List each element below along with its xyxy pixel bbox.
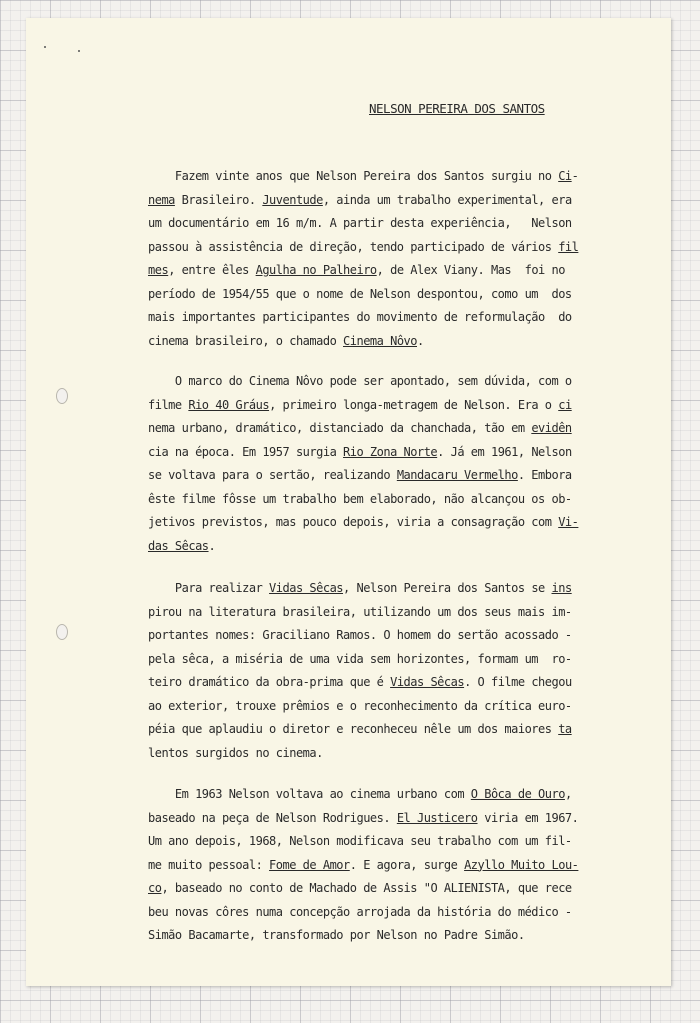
underlined-title: mes [148, 263, 169, 277]
text-segment: . O filme chegou [464, 675, 572, 689]
text-line [148, 624, 648, 648]
text-segment: Para realizar [148, 581, 270, 595]
underlined-title: Vidas Sêcas [269, 581, 344, 595]
text-line [148, 165, 648, 189]
punch-hole-bottom [56, 624, 68, 640]
text-segment: teiro dramático da obra-prima que é [148, 675, 391, 689]
underlined-title: Cinema Nôvo [343, 333, 417, 348]
underlined-title: O Bôca de Ouro [470, 787, 565, 801]
text-line [148, 464, 648, 488]
text-line [148, 306, 648, 330]
text-line [148, 807, 648, 831]
underlined-title: Rio Zona Norte [343, 444, 438, 459]
text-segment: se voltava para o sertão, realizando [148, 468, 397, 482]
underlined-title: Vi- [558, 515, 579, 529]
text-segment: filme [148, 397, 189, 412]
text-segment: , primeiro longa-metragem de Nelson. Era o [269, 397, 559, 412]
text-line [148, 783, 648, 807]
text-segment: ao exterior, trouxe prêmios e o reconhecimento da crítica euro- [148, 698, 572, 713]
underlined-title: El Justicero [396, 810, 478, 825]
underlined-title: ins [551, 581, 572, 595]
underlined-title: nema [148, 192, 175, 207]
text-segment: viria em 1967. [477, 810, 579, 825]
underlined-title: ci [558, 397, 572, 412]
text-line [148, 671, 648, 695]
text-segment: , [564, 787, 572, 801]
text-segment: Brasileiro. [174, 192, 263, 207]
text-line [148, 441, 648, 465]
paragraph-3 [148, 577, 648, 765]
text-segment: , Nelson Pereira dos Santos se [343, 581, 552, 595]
text-line [148, 189, 648, 213]
text-line [148, 535, 648, 559]
text-line [148, 901, 648, 925]
underlined-title: ta [558, 722, 572, 736]
text-segment: lentos surgidos no cinema. [148, 745, 323, 760]
text-line [148, 330, 648, 354]
text-segment: me muito pessoal: [148, 857, 270, 872]
text-segment: - [571, 169, 579, 183]
text-line [148, 511, 648, 535]
underlined-title: Ci [558, 169, 572, 183]
text-segment: pirou na literatura brasileira, utilizando um dos seus mais im- [148, 604, 572, 619]
underlined-title: Rio 40 Gráus [188, 397, 270, 412]
underlined-title: Fome de Amor [269, 857, 350, 872]
punch-hole-top [56, 388, 68, 404]
text-line [148, 830, 648, 854]
text-segment: mais importantes participantes do movimento de reformulação do [148, 310, 572, 324]
underlined-title: das Sêcas [148, 538, 209, 553]
text-segment: Simão Bacamarte, transformado por Nelson no Padre Simão. [148, 928, 525, 942]
text-segment: pela sêca, a miséria de uma vida sem horizontes, formam um ro- [148, 651, 572, 666]
ink-speck [78, 50, 80, 52]
text-line [148, 718, 648, 742]
text-segment: , baseado no conto de Machado de Assis "O ALIENISTA, que rece [161, 881, 572, 895]
paragraph-2 [148, 370, 648, 558]
text-segment: período de 1954/55 que o nome de Nelson despontou, como um dos [148, 286, 572, 301]
text-segment: baseado na peça de Nelson Rodrigues. [148, 810, 397, 825]
underlined-title: Azyllo Muito Lou- [464, 857, 579, 872]
text-segment: , entre êles [168, 263, 256, 277]
text-segment: um documentário em 16 m/m. A partir desta experiência, Nelson [148, 216, 572, 230]
text-segment: Fazem vinte anos que Nelson Pereira dos Santos surgiu no [148, 169, 559, 183]
underlined-title: fil [558, 239, 579, 254]
text-segment: portantes nomes: Graciliano Ramos. O homem do sertão acossado - [148, 628, 572, 642]
text-segment: . Embora [517, 468, 572, 482]
text-segment: . [208, 538, 216, 553]
ink-speck [44, 46, 46, 48]
text-segment: , de Alex Viany. Mas foi no [376, 263, 565, 277]
underlined-title: evidên [531, 421, 572, 435]
underlined-title: Agulha no Palheiro [255, 263, 377, 277]
underlined-title: co [148, 881, 162, 895]
text-segment: passou à assistência de direção, tendo participado de vários [148, 239, 559, 254]
document-title: NELSON PEREIRA DOS SANTOS [369, 101, 545, 116]
text-line [148, 648, 648, 672]
text-line [148, 417, 648, 441]
underlined-title: Mandacaru Vermelho [396, 468, 518, 482]
text-segment: êste filme fôsse um trabalho bem elaborado, não alcançou os ob- [148, 491, 572, 506]
text-line [148, 877, 648, 901]
text-line [148, 370, 648, 394]
underlined-title: Vidas Sêcas [390, 675, 465, 689]
text-segment: péia que aplaudiu o diretor e reconheceu nêle um dos maiores [148, 722, 559, 736]
text-segment: . Já em 1961, Nelson [437, 444, 572, 459]
text-line [148, 394, 648, 418]
paragraph-1 [148, 165, 648, 353]
text-segment: Um ano depois, 1968, Nelson modificava seu trabalho com um fil- [148, 834, 572, 848]
text-segment: cia na época. Em 1957 surgia [148, 444, 344, 459]
text-segment: . [417, 333, 424, 348]
text-line [148, 236, 648, 260]
text-segment: nema urbano, dramático, distanciado da chanchada, tão em [148, 421, 532, 435]
paragraph-4 [148, 783, 648, 948]
text-line [148, 695, 648, 719]
text-line [148, 212, 648, 236]
text-segment: Em 1963 Nelson voltava ao cinema urbano com [148, 787, 471, 801]
text-line [148, 259, 648, 283]
text-segment: cinema brasileiro, o chamado [148, 333, 344, 348]
text-segment: , ainda um trabalho experimental, era [322, 192, 572, 207]
underlined-title: Juventude [262, 192, 323, 207]
text-line [148, 924, 648, 948]
text-segment: O marco do Cinema Nôvo pode ser apontado, sem dúvida, com o [148, 374, 572, 388]
text-line [148, 577, 648, 601]
text-segment: jetivos previstos, mas pouco depois, viria a consagração com [148, 515, 559, 529]
text-line [148, 283, 648, 307]
text-line [148, 742, 648, 766]
text-segment: . E agora, surge [349, 857, 465, 872]
text-line [148, 488, 648, 512]
text-segment: beu novas côres numa concepção arrojada da história do médico - [148, 904, 572, 919]
text-line [148, 601, 648, 625]
text-line [148, 854, 648, 878]
